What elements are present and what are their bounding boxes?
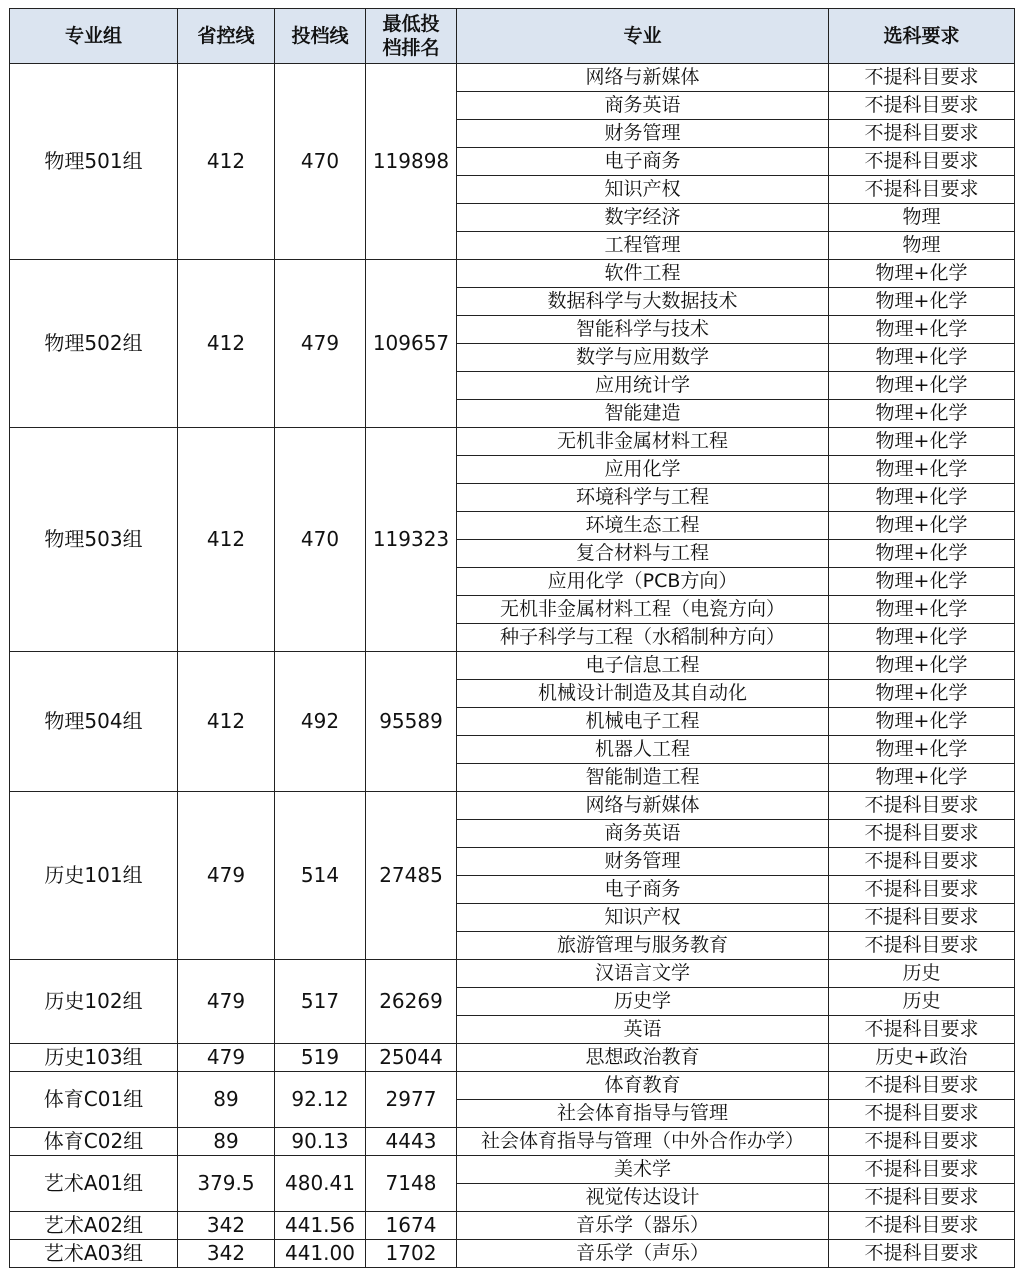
major-cell: 网络与新媒体	[457, 792, 829, 820]
major-cell: 商务英语	[457, 820, 829, 848]
admission-table	[9, 8, 1015, 1268]
subject-req-cell: 不提科目要求	[829, 820, 1015, 848]
subject-req-cell: 不提科目要求	[829, 1072, 1015, 1100]
major-cell: 财务管理	[457, 120, 829, 148]
group-name-cell: 物理502组	[10, 260, 178, 428]
subject-req-cell: 不提科目要求	[829, 1184, 1015, 1212]
min-rank-cell: 26269	[366, 960, 457, 1044]
major-cell: 数学与应用数学	[457, 344, 829, 372]
header-control-line: 省控线	[178, 9, 275, 64]
group-name-cell: 艺术A03组	[10, 1240, 178, 1268]
subject-req-cell: 物理+化学	[829, 456, 1015, 484]
major-cell: 社会体育指导与管理（中外合作办学）	[457, 1128, 829, 1156]
header-group: 专业组	[10, 9, 178, 64]
table-row	[10, 652, 1015, 680]
admission-line-cell: 92.12	[275, 1072, 366, 1128]
control-line-cell: 342	[178, 1240, 275, 1268]
subject-req-cell: 历史	[829, 988, 1015, 1016]
control-line-cell: 479	[178, 1044, 275, 1072]
major-cell: 电子信息工程	[457, 652, 829, 680]
table-row	[10, 260, 1015, 288]
table-row	[10, 1044, 1015, 1072]
admission-line-cell: 519	[275, 1044, 366, 1072]
subject-req-cell: 物理+化学	[829, 568, 1015, 596]
subject-req-cell: 物理+化学	[829, 288, 1015, 316]
group-name-cell: 物理503组	[10, 428, 178, 652]
table-row	[10, 960, 1015, 988]
subject-req-cell: 物理	[829, 204, 1015, 232]
subject-req-cell: 不提科目要求	[829, 148, 1015, 176]
subject-req-cell: 不提科目要求	[829, 1156, 1015, 1184]
admission-line-cell: 479	[275, 260, 366, 428]
table-body	[10, 64, 1015, 1268]
subject-req-cell: 物理+化学	[829, 316, 1015, 344]
major-cell: 体育教育	[457, 1072, 829, 1100]
subject-req-cell: 物理+化学	[829, 540, 1015, 568]
subject-req-cell: 物理+化学	[829, 764, 1015, 792]
table-row	[10, 64, 1015, 92]
group-name-cell: 历史103组	[10, 1044, 178, 1072]
major-cell: 智能科学与技术	[457, 316, 829, 344]
subject-req-cell: 物理+化学	[829, 512, 1015, 540]
control-line-cell: 479	[178, 960, 275, 1044]
major-cell: 智能建造	[457, 400, 829, 428]
subject-req-cell: 不提科目要求	[829, 1100, 1015, 1128]
control-line-cell: 89	[178, 1128, 275, 1156]
major-cell: 机器人工程	[457, 736, 829, 764]
header-min-rank	[366, 9, 457, 64]
subject-req-cell: 物理+化学	[829, 680, 1015, 708]
major-cell: 英语	[457, 1016, 829, 1044]
admission-table-container	[9, 8, 1015, 1268]
major-cell: 音乐学（声乐）	[457, 1240, 829, 1268]
group-name-cell: 艺术A02组	[10, 1212, 178, 1240]
control-line-cell: 89	[178, 1072, 275, 1128]
major-cell: 商务英语	[457, 92, 829, 120]
subject-req-cell: 物理+化学	[829, 708, 1015, 736]
subject-req-cell: 不提科目要求	[829, 120, 1015, 148]
major-cell: 历史学	[457, 988, 829, 1016]
group-name-cell: 物理501组	[10, 64, 178, 260]
subject-req-cell: 物理+化学	[829, 484, 1015, 512]
header-admission-line: 投档线	[275, 9, 366, 64]
table-row	[10, 1156, 1015, 1184]
subject-req-cell: 历史	[829, 960, 1015, 988]
table-row	[10, 1212, 1015, 1240]
group-name-cell: 物理504组	[10, 652, 178, 792]
major-cell: 应用化学（PCB方向）	[457, 568, 829, 596]
major-cell: 机械设计制造及其自动化	[457, 680, 829, 708]
subject-req-cell: 物理+化学	[829, 428, 1015, 456]
header-row	[10, 9, 1015, 64]
table-row	[10, 428, 1015, 456]
major-cell: 旅游管理与服务教育	[457, 932, 829, 960]
subject-req-cell: 物理+化学	[829, 372, 1015, 400]
min-rank-cell: 119898	[366, 64, 457, 260]
min-rank-cell: 27485	[366, 792, 457, 960]
min-rank-cell: 25044	[366, 1044, 457, 1072]
header-min-rank-label: 最低投档排名	[382, 13, 440, 59]
control-line-cell: 479	[178, 792, 275, 960]
subject-req-cell: 不提科目要求	[829, 792, 1015, 820]
major-cell: 电子商务	[457, 148, 829, 176]
table-row	[10, 1128, 1015, 1156]
group-name-cell: 历史101组	[10, 792, 178, 960]
subject-req-cell: 不提科目要求	[829, 92, 1015, 120]
major-cell: 环境生态工程	[457, 512, 829, 540]
major-cell: 环境科学与工程	[457, 484, 829, 512]
subject-req-cell: 物理+化学	[829, 260, 1015, 288]
admission-line-cell: 90.13	[275, 1128, 366, 1156]
major-cell: 软件工程	[457, 260, 829, 288]
major-cell: 智能制造工程	[457, 764, 829, 792]
major-cell: 机械电子工程	[457, 708, 829, 736]
control-line-cell: 379.5	[178, 1156, 275, 1212]
major-cell: 数据科学与大数据技术	[457, 288, 829, 316]
admission-line-cell: 517	[275, 960, 366, 1044]
subject-req-cell: 物理+化学	[829, 624, 1015, 652]
header-major: 专业	[457, 9, 829, 64]
subject-req-cell: 历史+政治	[829, 1044, 1015, 1072]
subject-req-cell: 不提科目要求	[829, 1016, 1015, 1044]
admission-line-cell: 492	[275, 652, 366, 792]
min-rank-cell: 1702	[366, 1240, 457, 1268]
major-cell: 数字经济	[457, 204, 829, 232]
subject-req-cell: 不提科目要求	[829, 64, 1015, 92]
admission-line-cell: 441.56	[275, 1212, 366, 1240]
table-row	[10, 1240, 1015, 1268]
major-cell: 应用化学	[457, 456, 829, 484]
control-line-cell: 342	[178, 1212, 275, 1240]
subject-req-cell: 不提科目要求	[829, 904, 1015, 932]
admission-line-cell: 514	[275, 792, 366, 960]
subject-req-cell: 物理	[829, 232, 1015, 260]
min-rank-cell: 95589	[366, 652, 457, 792]
admission-line-cell: 470	[275, 64, 366, 260]
subject-req-cell: 不提科目要求	[829, 932, 1015, 960]
major-cell: 音乐学（器乐）	[457, 1212, 829, 1240]
major-cell: 汉语言文学	[457, 960, 829, 988]
min-rank-cell: 109657	[366, 260, 457, 428]
group-name-cell: 体育C01组	[10, 1072, 178, 1128]
table-row	[10, 792, 1015, 820]
control-line-cell: 412	[178, 64, 275, 260]
major-cell: 种子科学与工程（水稻制种方向）	[457, 624, 829, 652]
control-line-cell: 412	[178, 260, 275, 428]
min-rank-cell: 4443	[366, 1128, 457, 1156]
subject-req-cell: 不提科目要求	[829, 848, 1015, 876]
major-cell: 美术学	[457, 1156, 829, 1184]
major-cell: 知识产权	[457, 176, 829, 204]
major-cell: 思想政治教育	[457, 1044, 829, 1072]
min-rank-cell: 119323	[366, 428, 457, 652]
subject-req-cell: 不提科目要求	[829, 1240, 1015, 1268]
subject-req-cell: 物理+化学	[829, 400, 1015, 428]
admission-line-cell: 480.41	[275, 1156, 366, 1212]
admission-line-cell: 470	[275, 428, 366, 652]
table-row	[10, 1072, 1015, 1100]
major-cell: 电子商务	[457, 876, 829, 904]
subject-req-cell: 不提科目要求	[829, 176, 1015, 204]
group-name-cell: 历史102组	[10, 960, 178, 1044]
major-cell: 财务管理	[457, 848, 829, 876]
major-cell: 应用统计学	[457, 372, 829, 400]
major-cell: 复合材料与工程	[457, 540, 829, 568]
major-cell: 视觉传达设计	[457, 1184, 829, 1212]
major-cell: 无机非金属材料工程	[457, 428, 829, 456]
major-cell: 无机非金属材料工程（电瓷方向）	[457, 596, 829, 624]
subject-req-cell: 物理+化学	[829, 596, 1015, 624]
subject-req-cell: 不提科目要求	[829, 876, 1015, 904]
subject-req-cell: 物理+化学	[829, 736, 1015, 764]
min-rank-cell: 1674	[366, 1212, 457, 1240]
subject-req-cell: 物理+化学	[829, 344, 1015, 372]
group-name-cell: 艺术A01组	[10, 1156, 178, 1212]
admission-line-cell: 441.00	[275, 1240, 366, 1268]
group-name-cell: 体育C02组	[10, 1128, 178, 1156]
subject-req-cell: 不提科目要求	[829, 1212, 1015, 1240]
min-rank-cell: 7148	[366, 1156, 457, 1212]
min-rank-cell: 2977	[366, 1072, 457, 1128]
control-line-cell: 412	[178, 652, 275, 792]
header-subject-req: 选科要求	[829, 9, 1015, 64]
subject-req-cell: 物理+化学	[829, 652, 1015, 680]
major-cell: 社会体育指导与管理	[457, 1100, 829, 1128]
major-cell: 网络与新媒体	[457, 64, 829, 92]
major-cell: 工程管理	[457, 232, 829, 260]
control-line-cell: 412	[178, 428, 275, 652]
major-cell: 知识产权	[457, 904, 829, 932]
subject-req-cell: 不提科目要求	[829, 1128, 1015, 1156]
